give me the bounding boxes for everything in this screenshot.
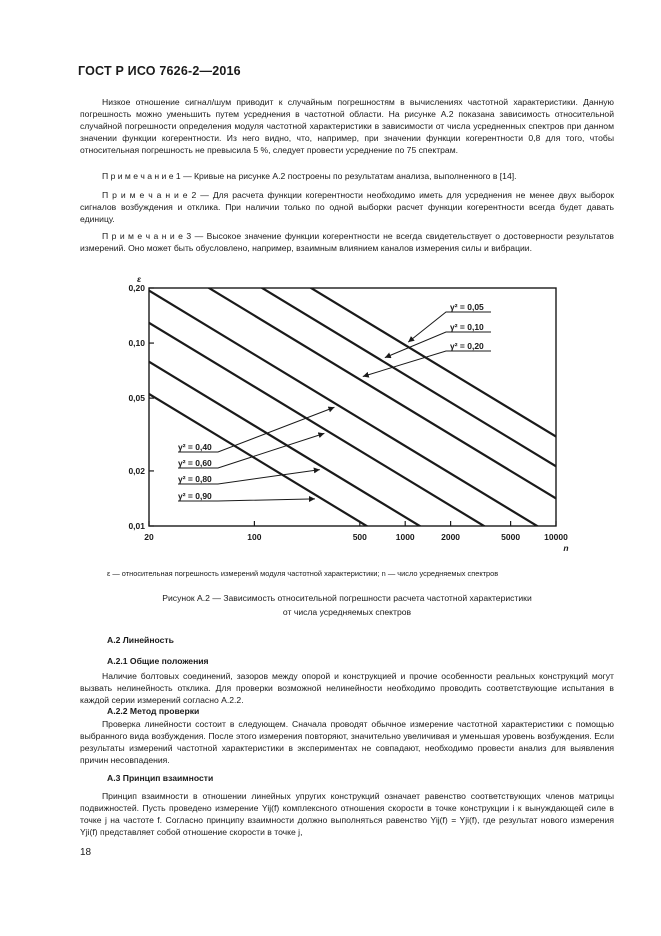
figure-legend: ε — относительная погрешность измерений модуля частотной характеристики; n — число усредняемых спектров: [107, 569, 499, 578]
series-label: γ² = 0,40: [178, 442, 212, 452]
series-label: γ² = 0,90: [178, 491, 212, 501]
x-tick-label: 500: [352, 532, 367, 542]
note-1: П р и м е ч а н и е 1 — Кривые на рисунке А.2 построены по результатам анализа, выполненного в [14].: [102, 171, 517, 181]
section-a22-title: А.2.2 Метод проверки: [107, 706, 200, 716]
y-axis-label: ε: [136, 274, 142, 284]
note-2: П р и м е ч а н и е 2 — Для расчета функции когерентности необходимо иметь для усреднения не менее двух выборок сигналов возбуждения и отклика. При наличии только по одной выборки расчет функции когерентности всегда будет давать единицу.: [80, 190, 614, 225]
x-tick-label: 2000: [441, 532, 461, 542]
section-a21-text: Наличие болтовых соединений, зазоров между опорой и конструкцией и прочие особенности реальных конструкций могут вызвать нелинейность отклика. Для проверки возможной нелинейности необходимо проводить соответствующие испытания в каждой серии измерений согласно А.2.2.: [80, 671, 614, 706]
series-line-gamma-0-1: [149, 219, 556, 466]
y-tick-label: 0,02: [128, 465, 145, 476]
series-label: γ² = 0,60: [178, 458, 212, 468]
section-a2-title: А.2 Линейность: [107, 635, 174, 645]
series-label-leader: [363, 351, 491, 376]
series-label: γ² = 0,10: [450, 322, 484, 332]
y-tick-label: 0,10: [128, 338, 145, 349]
x-tick-label: 1000: [395, 532, 415, 542]
y-tick-label: 0,05: [128, 393, 145, 404]
x-tick-label: 5000: [501, 532, 521, 542]
series-label: γ² = 0,05: [450, 302, 484, 312]
intro-paragraph: Низкое отношение сигнал/шум приводит к случайным погрешностям в вычислениях частотной характеристики. Данную погрешность можно уменьшить путем усреднения в частотной области. На рисунке А.2 показана зависимость относительной случайной погрешности определения модуля частотной характеристики в зависимости от числа усредненных спектров при данном значении функции когерентности. Из него видно, что, например, при значении функции когерентности 0,8 для того, чтобы относительная погрешность не превысила 5 %, следует провести усреднение по 75 спектрам.: [80, 97, 614, 156]
series-label: γ² = 0,80: [178, 474, 212, 484]
figure-caption-line2: от числа усредняемых спектров: [282, 607, 412, 617]
figure-caption-line1: Рисунок А.2 — Зависимость относительной погрешности расчета частотной характеристики: [162, 593, 532, 603]
y-tick-label: 0,01: [128, 521, 145, 531]
section-a3-title: А.3 Принцип взаимности: [107, 773, 214, 783]
document-header: ГОСТ Р ИСО 7626-2—2016: [78, 64, 241, 78]
x-tick-label: 10000: [544, 532, 568, 542]
section-a22-text: Проверка линейности состоит в следующем. Сначала проводят обычное измерение частотной характеристики с помощью выбранного вида возбуждения. После этого измерения повторяют, значительно увеличивая и уменьшая уровень возбуждения. Если результаты измерений частотной характеристики в экспериментах не совпадают, необходимо провести анализ для выявления причин несовпадения.: [80, 719, 614, 766]
x-axis-label: n: [563, 543, 569, 553]
section-a3-text: Принцип взаимности в отношении линейных упругих конструкций означает равенство соответствующих членов матрицы подвижностей. Пусть проведено измерение Yij(f) комплексного отношения скорости в точке конструкции i к вынуждающей силе в точке j на частоте f. Согласно принципу взаимности должно выполняться равенство Yij(f) = Yji(f), где результат нового измерения Yji(f) представляет собой отношение скорости в точке j,: [80, 791, 614, 838]
x-tick-label: 100: [247, 532, 262, 542]
series-label: γ² = 0,20: [450, 341, 484, 351]
y-tick-label: 0,20: [128, 283, 145, 293]
note-3: П р и м е ч а н и е 3 — Высокое значение функции когерентности не всегда свидетельствует о достоверности результатов измерений. Оно может быть обусловлено, например, взаимным влиянием каналов измерения силы и вибрации.: [80, 231, 614, 254]
x-tick-label: 20: [144, 532, 154, 542]
section-a21-title: А.2.1 Общие положения: [107, 656, 209, 666]
page-number: 18: [80, 847, 92, 858]
